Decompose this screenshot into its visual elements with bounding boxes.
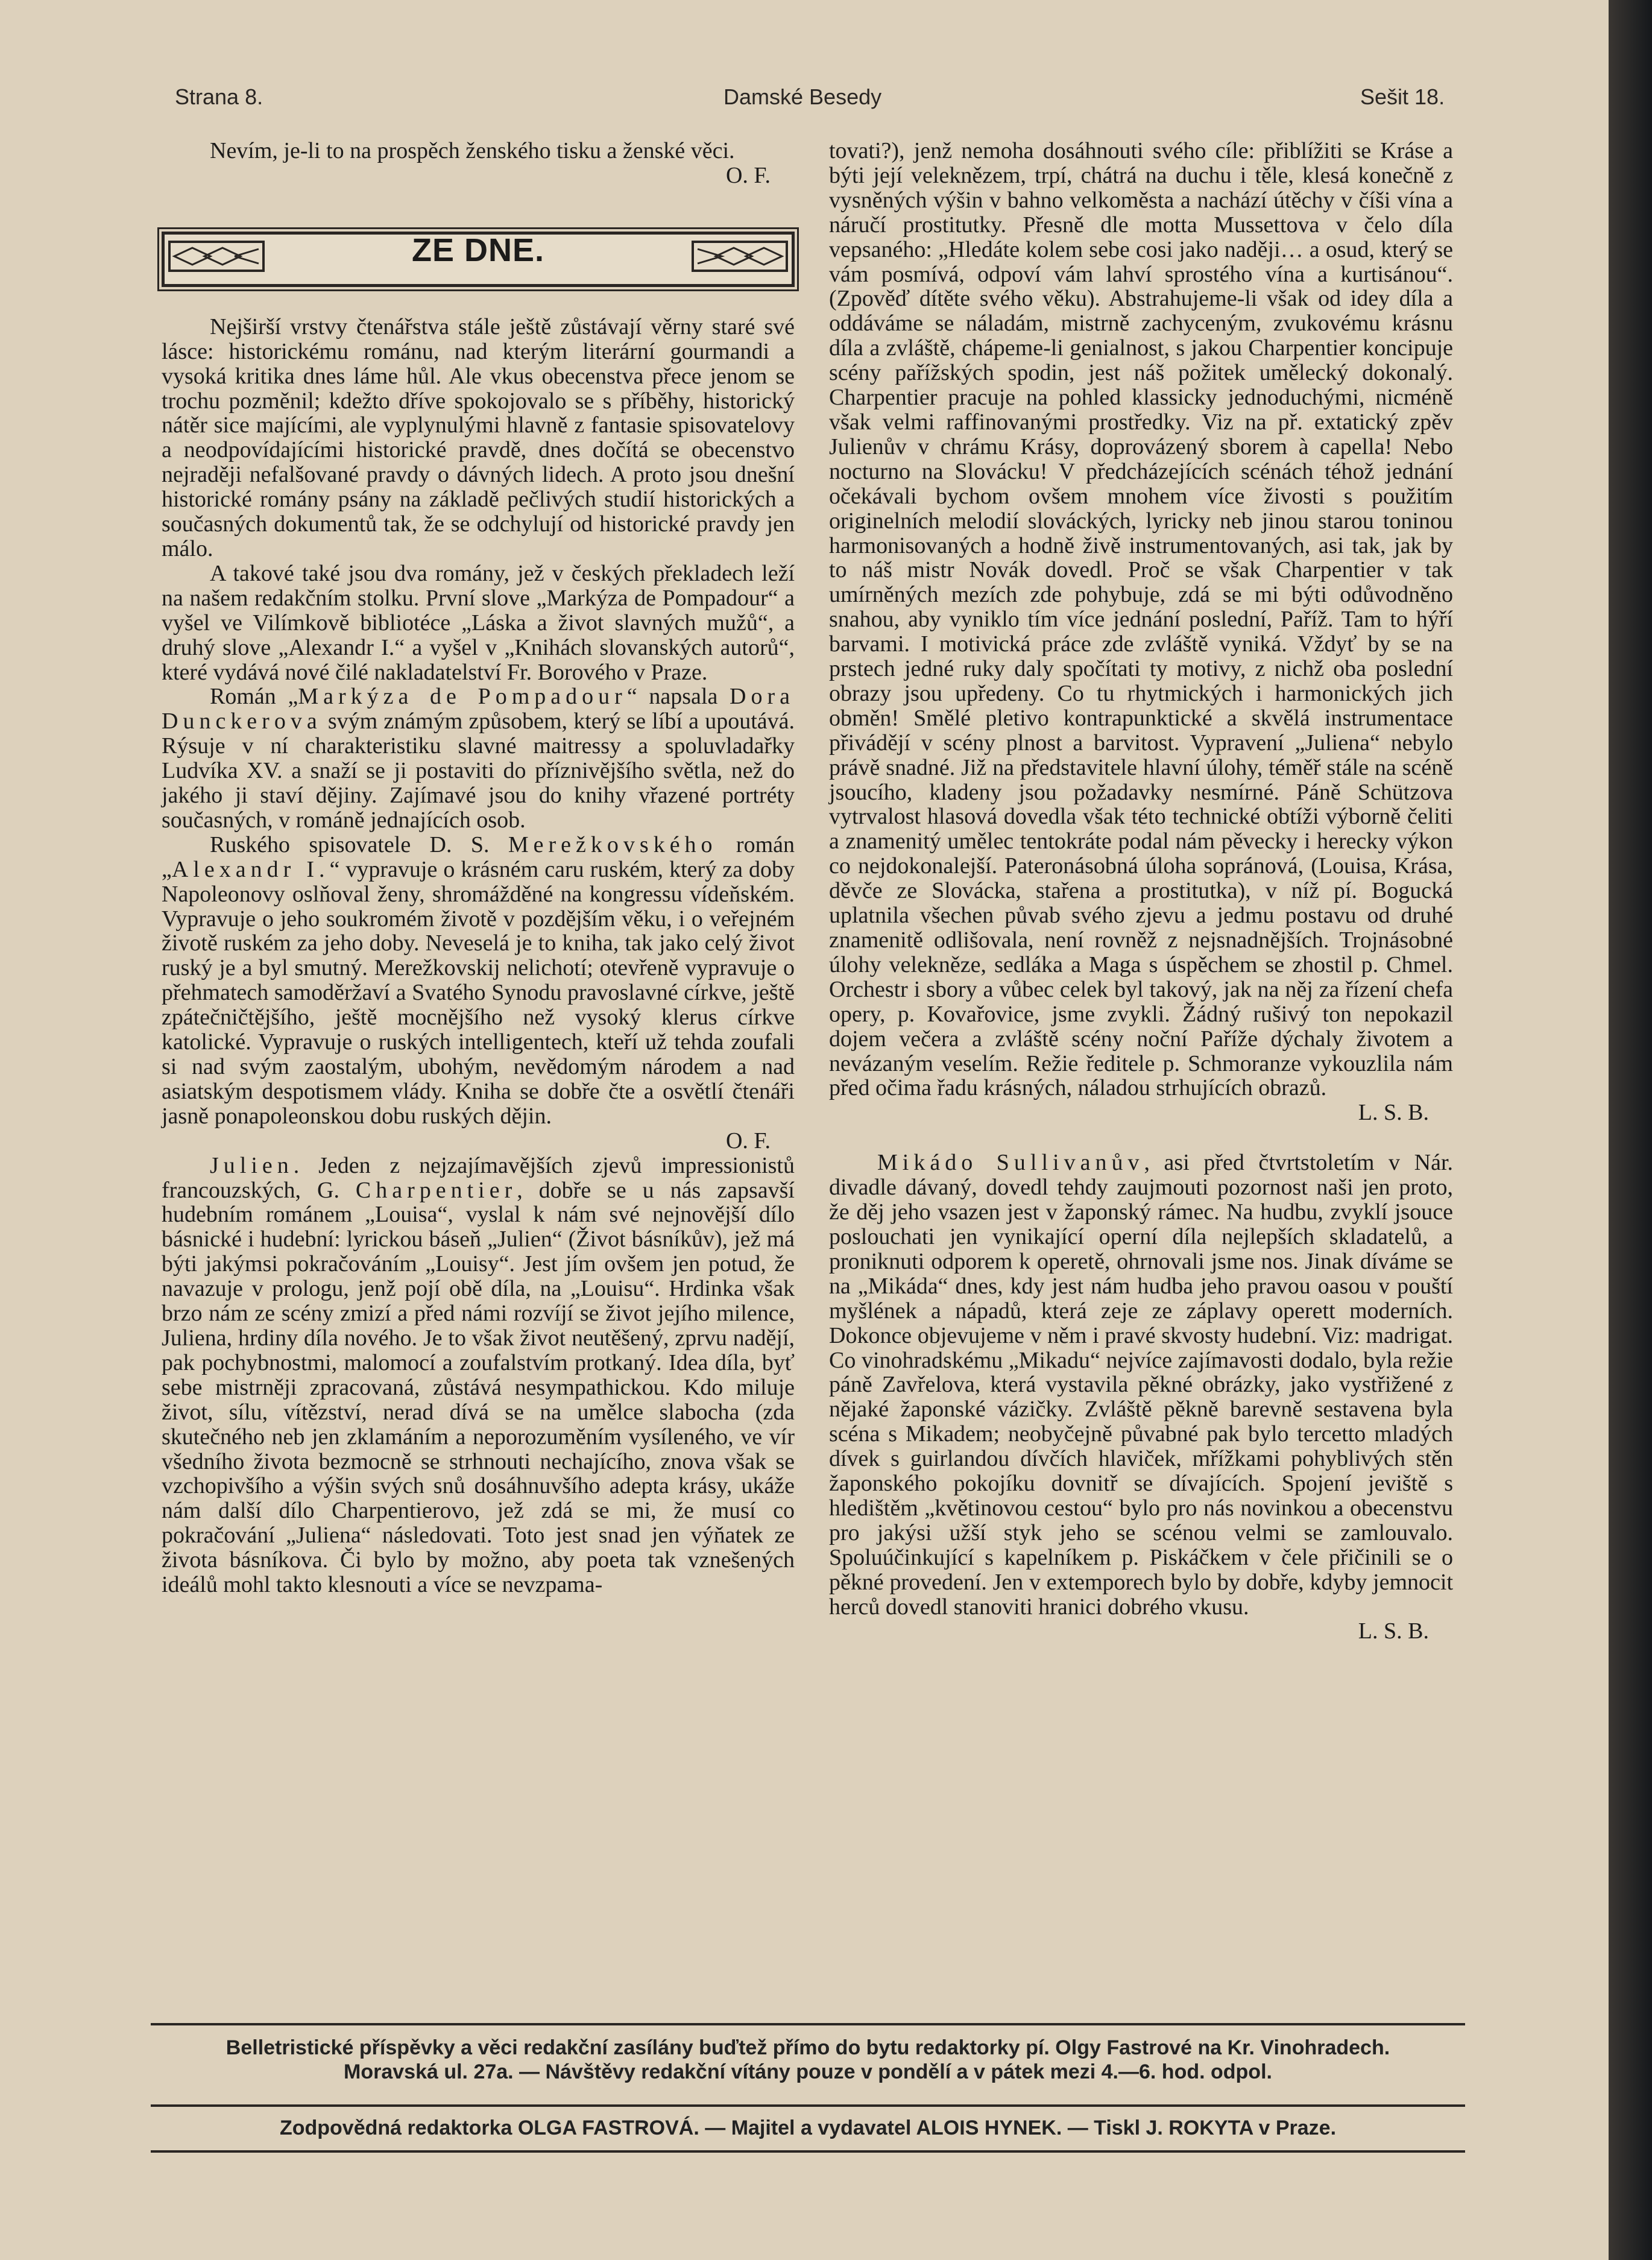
right-column (829, 139, 1453, 1644)
left-column (162, 139, 795, 1597)
book-title: Alexandr I. (171, 856, 330, 882)
article-paragraph: A takové také jsou dva romány, jež v českých překladech leží na našem redakčním stolku. První slove „Markýza de Pompadour“ a vyšel ve Vilímkově bibliotéce „Láska a život slavných mužů“, a druhý slove „Alexandr I.“ a vyšel v „Knihách slovanských autorů“, které vydává nové čilé nakladatelství Fr. Borového v Praze. (162, 560, 795, 685)
issue-number: Sešit 18. (1360, 84, 1445, 109)
signature: O. F. (725, 1128, 771, 1154)
work-title: Mikádo Sullivanův (877, 1150, 1144, 1176)
footer-rule (151, 2150, 1465, 2153)
section-heading: ZE DNE. (411, 232, 545, 268)
footer-rule (151, 2023, 1465, 2025)
author-name: Dora Dunckerova (162, 684, 795, 734)
review-mikado: Mikádo Sullivanův, asi před čtvrtstoletím v Nár. divadle dávaný, dovedl tehdy zaujmouti pozornost naši jen proto, že děj jeho vsazen jest v žaponský rámec. Na hudbu, zvyklí jsouce poslouchati jen vynikající operní díla nejlepších skladatelů, a proniknuti odporem k operetě, ohrnovali jsme nos. Jinak díváme se na „Mikáda“ dnes, kdy jest nám hudba jeho pravou oasou v pouští myšlének a nápadů, která zeje ze záplavy operett moderních. Dokonce objevujeme v něm i pravé skvosty hudební. Viz: madrigat. Co vinohradskému „Mikadu“ nejvíce zajímavosti dodalo, byla režie páně Zavřelova, která vystavila pěkné obrázky, jako vystřižené z nějaké žaponské vázičky. Zvláště pěkně barevně sestavena byla scéna s Mikadem; neobyčejně půvabné pak bylo tercetto mladých dívek s guirlandou dívčích hlaviček, mřížkami pohyblivých stěn žaponského pokojíku dovnitř se dívajících. Spojení jeviště s hledištěm „květinovou cestou“ bylo pro nás novinkou a obecenstvu pro jakýsi užší styk jeho se scénou velmi se zamlouvalo. Spoluúčinkující s kapelníkem p. Piskáčkem v čele přičinili se o pěkné provedení. Jen v extemporech bylo by dobře, kdyby jemnocit herců dovedl stanoviti hranici dobrého vkusu. (829, 1150, 1453, 1620)
section-heading-box (162, 232, 795, 287)
signature: L. S. B. (1358, 1618, 1429, 1644)
magazine-title: Damské Besedy (724, 84, 882, 109)
book-title: Markýza de Pompadour (298, 684, 627, 710)
imprint: Zodpovědná redaktorka OLGA FASTROVÁ. — Majitel a vydavatel ALOIS HYNEK. — Tiskl J. ROKYTA v Praze. (279, 2116, 1337, 2139)
footer-rule (151, 2104, 1465, 2107)
intro-paragraph: Nevím, je-li to na prospěch ženského tisku a ženské věci. (210, 138, 735, 163)
review-julien-continued: tovati?), jenž nemoha dosáhnouti svého cíle: přiblížiti se Kráse a býti její veleknězem, trpí, chátrá na duchu i těle, klesá konečně z vysněných výšin v bahno velkoměsta a nachází útěchy v číši vína a náručí prostitutky. Přesně dle motta Mussettova v čelo díla vepsaného: „Hledáte kolem sebe cosi jako naději… a osud, který se vám posmívá, odpoví vám lahví sprostého vína a kurtisánou“. (Zpověď dítěte svého věku). Abstrahujeme-li však od idey díla a oddáváme se náladám, mistrně zachyceným, zvukovému krásnu díla a zvláště, chápeme-li genialnost, s jakou Charpentier koncipuje scény pařížských spodin, jest náš požitek umělecký dokonalý. Charpentier pracuje na pohled klassicky jednoduchými, nicméně však velmi raffinovanými prostředky. Viz na př. extatický zpěv Julienův v chrámu Krásy, doprovázený sborem à capella! Nebo nocturno na Slovácku! V předcházejících scénách téhož jednání očekávali bychom ovšem mnohem více živosti s použitím originelních melodií slováckých, lyricky neb jinou starou toninou harmonisovaných a hodně živě instrumentovaných, asi tak, jak by to náš mistr Novák dovedl. Proč se však Charpentier v tak umírněných mezích zde pohybuje, zdá se mi býti odůvodněno snahou, aby vyniklo tím více jednání poslední, Paříž. Tam to hýří barvami. I motivická práce zde zvláště vyniká. Vždyť by se na prstech jedné ruky daly spočítati ty motivy, z nichž oba poslední obrazy jsou upředeny. Co tu rhytmických i harmonických jich obměn! Smělé pletivo kontrapunktické a skvělá instrumentace přivádějí v scény plnost a barvitost. Vypravení „Juliena“ nebylo právě snadné. Již na představitele hlavní úlohy, téměř stále na scéně jsoucího, kladeny jsou požadavky nesmírné. Páně Schützova vytrvalost hlasová dovedla však této technické obtíži výborně čeliti a znamenitý umělec tentokráte podal nám pěvecky i herecky výkon co nejdokonalejší. Pateronásobná úloha sopránová, (Louisa, Krása, děvče ze Slovácka, stařena a prostitutka), v níž pí. Bogucká uplatnila všechen půvab svého zjevu a jedmu postavu od druhé znamenitě odlišovala, není rovněž z nejsnadnějších. Trojnásobné úlohy velekněze, sedláka a Maga s úspěchem se zhostil p. Chmel. Orchestr i sbory a vůbec celek byl takový, jak na něj za řízení chefa opery, p. Kovařovice, jsme zvykli. Žádný rušivý ton nepokazil dojem večera a zvláště scény noční Paříže dýchaly životem a nevázaným veselím. Režie ředitele p. Schmoranze vykouzlila nám před očima řadu krásných, náladou strhujících obrazů. (829, 138, 1453, 1101)
editorial-notice: Belletristické příspěvky a věci redakční zasílány buďtež přímo do bytu redaktorky pí. Olgy Fastrové na Kr. Vinohradech. Moravská ul. 27a. — Návštěvy redakční vítány pouze v pondělí a v pátek mezi 4.—6. hod. odpol. (225, 2036, 1390, 2083)
intro-signature: O. F. (725, 162, 771, 188)
signature: L. S. B. (1358, 1100, 1429, 1126)
author-name: Merežkovského (508, 832, 717, 857)
review-pompadour: Román „Markýza de Pompadour“ napsala Dora Dunckerova svým známým způsobem, který se líbí a upoutává. Rýsuje v ní charakteristiku slavné maitressy a spoluvladařky Ludvíka XV. a snaží se ji postaviti do příznivějšího světla, než do jakého ji staví dějiny. Zajímavé jsou do knihy vřazené portréty současných, v románě jednajících osob. (162, 684, 795, 833)
article-paragraph: Nejširší vrstvy čtenářstva stále ještě zůstávají věrny staré své lásce: historickému románu, nad kterým literární gourmandi a vysoká kritika dnes láme hůl. Ale vkus obecenstva přece jenom se trochu pozměnil; kdežto dříve spokojovalo se s příběhy, historický nátěr sice majícími, ale vyplynulými hlavně z fantasie spisovatelovy a neodpovídajícími historické pravdě, dnes dočítá se obecenstvo nejraději nefalšované pravdy o dávných lidech. A proto jsou dnešní historické romány psány na základě pečlivých studií historických a současných dokumentů tak, že se odchylují od historické pravdy jen málo. (162, 314, 795, 561)
work-title: Julien (210, 1152, 294, 1178)
ornament-right-icon (692, 241, 788, 272)
review-julien: Julien. Jeden z nejzajímavějších zjevů impressionistů francouzských, G. Charpentier, dobře se u nás zapsavší hudebním románem „Louisa“, vyslal k nám své nejnovější dílo básnické i hudební: lyrickou báseň „Julien“ (Život básníkův), jež má býti jakýmsi pokračováním „Louisy“. Jest jím ovšem jen potud, že navazuje v prologu, jenž pojí obě díla, na „Louisu“. Hrdinka však brzo nám ze scény zmizí a před námi rozvíjí se život jejího milence, Juliena, hrdiny díla nového. Je to však život neutěšený, zprvu nadějí, pak pochybnostmi, malomocí a zoufalstvím protkaný. Idea díla, byť sebe mistrněji zpracovaná, zůstává nesympathickou. Kdo miluje život, sílu, vítězství, nerad dívá se na umělce slabocha (zda skutečného neb jen zklamáním a neporozuměním vysíleného, ve vír všedního života bezmocně se strhnouti nechajícího, znova však se vzchopivšího a výšin svých snů dosáhnuvšího adepta krásy, ukáže nám další dílo Charpentierovo, jež zdá se mi, že musí co pokračování „Juliena“ následovati. Toto jest snad jen výňatek ze života básníkova. Či bylo by možno, aby poeta tak vznešených ideálů mohl takto klesnouti a více se nevzpama- (162, 1152, 795, 1598)
author-name: Charpentier (355, 1177, 517, 1203)
page-edge-shadow (1609, 0, 1652, 2260)
page-number: Strana 8. (175, 84, 263, 109)
review-alexandr: Ruského spisovatele D. S. Merežkovského román „Alexandr I.“ vypravuje o krásném caru ruském, který za doby Napoleonovy oslňoval ženy, shromážděné na kongressu vídeňském. Vypravuje o jeho soukromém životě v pozdějším věku, i o veřejném životě ruském za jeho doby. Neveselá je to kniha, tak jako celý život ruský je a byl smutný. Merežkovskij nelichotí; otevřeně vypravuje o přehmatech samoděržaví a Svatého Synodu pravoslavné církve, ještě zpátečničtějšího, ještě mocnějšího než vysoký klerus církve katolické. Vypravuje o ruských intelligentech, kteří už tehda zoufali si nad svým zaostalým, ubohým, nevědomým národem a nad asiatským despotismem vlády. Kniha se dobře čte a osvětlí čtenáři jasně ponapoleonskou dobu ruských dějin. (162, 832, 795, 1129)
